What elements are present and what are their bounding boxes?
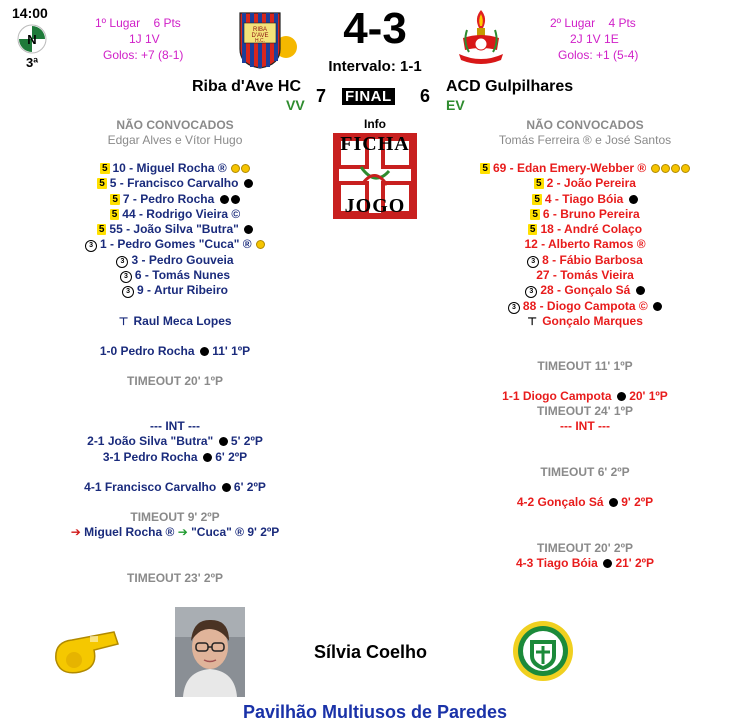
reserve-badge-icon: 3	[527, 256, 539, 268]
home-lineup	[0, 161, 350, 299]
five-badge-icon: 5	[529, 224, 536, 236]
player-row[interactable]	[420, 268, 750, 283]
svg-text:D'AVE: D'AVE	[251, 33, 269, 39]
ball-icon	[219, 437, 228, 446]
home-goal-event	[0, 344, 350, 358]
sub-in-icon: ➔	[177, 525, 188, 539]
home-record: 1J 1V	[129, 32, 160, 46]
player-row[interactable]	[420, 299, 750, 314]
player-row[interactable]	[0, 253, 350, 268]
yellow-ball-icon	[681, 164, 690, 173]
player-name: 3 - Pedro Gouveia	[131, 252, 234, 267]
five-badge-icon: 5	[98, 224, 105, 236]
player-name: 88 - Diogo Campota ©	[522, 298, 648, 313]
home-place: 1º Lugar	[95, 16, 141, 30]
yellow-ball-icon	[651, 164, 660, 173]
player-name: 10 - Miguel Rocha ®	[112, 161, 227, 175]
five-badge-icon: 5	[532, 208, 538, 220]
away-team-name[interactable]: ACD Gulpilhares	[446, 78, 574, 95]
player-row[interactable]	[0, 222, 350, 237]
away-not-called: Tomás Ferreira ® e José Santos	[498, 133, 672, 147]
away-goals: Golos: +1 (5-4)	[558, 48, 639, 62]
away-goal-event	[420, 495, 750, 509]
five-badge-icon: 5	[111, 208, 118, 220]
away-abbr: EV	[446, 97, 465, 113]
player-name: 44 - Rodrigo Vieira ©	[122, 206, 241, 221]
status-badge: FINAL	[342, 88, 395, 105]
ball-icon	[231, 195, 240, 204]
five-badge-icon: 5	[101, 163, 108, 174]
home-team-name[interactable]: Riba d'Ave HC	[192, 78, 302, 95]
player-name: 18 - André Colaço	[540, 222, 643, 237]
ball-icon	[244, 179, 253, 188]
player-row[interactable]	[0, 161, 350, 176]
home-goal-event	[0, 480, 350, 494]
away-coach[interactable]: Gonçalo Marques	[542, 314, 643, 328]
player-row[interactable]	[0, 192, 350, 207]
whistle-icon	[50, 622, 122, 678]
player-row[interactable]	[420, 283, 750, 298]
timeout-event: TIMEOUT 6' 2ºP	[540, 465, 630, 479]
ficha-top: FICHA	[340, 133, 410, 155]
player-row[interactable]	[0, 176, 350, 191]
ball-icon	[629, 195, 638, 204]
player-row[interactable]	[420, 222, 750, 237]
away-lineup	[420, 161, 750, 314]
sub-out-icon: ➔	[70, 525, 81, 539]
away-not-called-title: NÃO CONVOCADOS	[526, 118, 644, 132]
venue-name[interactable]: Pavilhão Multiusos de Paredes	[242, 702, 508, 722]
coach-icon: ⊤	[527, 316, 538, 328]
halftime-score: Intervalo: 1-1	[328, 58, 422, 75]
ball-icon	[222, 483, 231, 492]
timeout-event: TIMEOUT 11' 1ºP	[537, 359, 633, 373]
home-goals: Golos: +7 (8-1)	[103, 48, 184, 62]
player-row[interactable]	[0, 268, 350, 283]
division-label: 3ª	[26, 55, 39, 70]
interval-marker: --- INT ---	[560, 419, 610, 433]
home-goal-event	[0, 434, 350, 448]
player-row[interactable]	[420, 192, 750, 207]
away-goal-event	[420, 389, 750, 403]
goal-text: 4-1 Francisco Carvalho	[84, 480, 217, 494]
referee-name[interactable]: Sílvia Coelho	[314, 642, 428, 662]
player-row[interactable]	[420, 253, 750, 268]
player-row[interactable]	[0, 237, 350, 252]
away-crest-icon	[455, 8, 507, 70]
info-label: Info	[364, 117, 386, 131]
home-coach[interactable]: Raul Meca Lopes	[133, 314, 232, 328]
away-goal-event	[420, 556, 750, 570]
yellow-ball-icon	[671, 164, 680, 173]
away-record: 2J 1V 1E	[570, 32, 619, 46]
goal-time: 6' 2ºP	[233, 480, 266, 494]
reserve-badge-icon: 3	[120, 271, 132, 283]
player-name: 6 - Bruno Pereira	[542, 206, 640, 221]
svg-text:N: N	[27, 32, 37, 47]
goal-time: 5' 2ºP	[230, 434, 263, 448]
home-points: 6 Pts	[153, 16, 181, 30]
ball-icon	[617, 392, 626, 401]
sub-in-player: "Cuca" ® 9' 2ºP	[191, 525, 280, 539]
player-row[interactable]	[420, 237, 750, 252]
away-place: 2º Lugar	[550, 16, 596, 30]
goal-text: 1-1 Diogo Campota	[502, 389, 612, 403]
yellow-ball-icon	[661, 164, 670, 173]
timeout-event: TIMEOUT 20' 2ºP	[537, 541, 633, 555]
goal-text: 3-1 Pedro Rocha	[102, 450, 198, 464]
ball-icon	[200, 347, 209, 356]
goal-time: 20' 1ºP	[629, 389, 668, 403]
reserve-badge-icon: 3	[85, 240, 97, 252]
player-name: 4 - Tiago Bóia	[544, 191, 624, 206]
player-row[interactable]	[0, 207, 350, 222]
goal-time: 6' 2ºP	[215, 450, 248, 464]
five-badge-icon: 5	[534, 193, 540, 205]
away-coach-row	[420, 314, 750, 328]
goal-text: 4-3 Tiago Bóia	[515, 556, 598, 570]
goal-text: 4-2 Gonçalo Sá	[516, 495, 604, 509]
player-name: 6 - Tomás Nunes	[134, 268, 231, 283]
player-name: 1 - Pedro Gomes "Cuca" ®	[100, 237, 252, 252]
player-name: 12 - Alberto Ramos ®	[524, 237, 646, 252]
goal-time: 11' 1ºP	[212, 344, 251, 358]
player-row[interactable]	[420, 207, 750, 222]
goal-time: 9' 2ºP	[621, 495, 654, 509]
home-not-called: Edgar Alves e Vítor Hugo	[107, 133, 243, 147]
ball-icon	[653, 302, 662, 311]
timeout-event: TIMEOUT 20' 1ºP	[127, 374, 223, 388]
association-logo-icon	[512, 620, 574, 682]
final-score: 4-3	[343, 4, 407, 53]
player-name: 5 - Francisco Carvalho	[109, 176, 239, 191]
home-abbr: VV	[286, 97, 305, 113]
away-fouls: 6	[420, 86, 431, 106]
player-name: 2 - João Pereira	[546, 176, 636, 191]
player-name: 28 - Gonçalo Sá	[540, 283, 631, 298]
five-badge-icon: 5	[99, 178, 105, 190]
five-badge-icon: 5	[536, 178, 542, 190]
player-name: 69 - Edan Emery-Webber ®	[492, 161, 647, 175]
ball-icon	[636, 286, 645, 295]
ball-icon	[603, 559, 612, 568]
yellow-ball-icon	[231, 164, 240, 173]
referee-photo	[175, 607, 245, 697]
goal-text: 2-1 João Silva "Butra"	[87, 434, 214, 448]
five-badge-icon: 5	[482, 163, 488, 174]
home-coach-row	[0, 314, 350, 328]
reserve-badge-icon: 3	[508, 302, 520, 314]
home-fouls: 7	[316, 86, 327, 106]
away-standings	[550, 15, 680, 63]
player-name: 27 - Tomás Vieira	[536, 268, 634, 283]
reserve-badge-icon: 3	[116, 256, 128, 268]
coach-icon: ⊤	[118, 316, 129, 328]
home-not-called-title: NÃO CONVOCADOS	[116, 118, 234, 132]
ficha-bottom: JOGO	[344, 195, 406, 217]
home-standings	[95, 15, 215, 63]
player-name: 9 - Artur Ribeiro	[137, 283, 228, 298]
timeout-event: TIMEOUT 24' 1ºP	[537, 404, 633, 418]
away-points: 4 Pts	[608, 16, 636, 30]
goal-text: 1-0 Pedro Rocha	[99, 344, 195, 358]
home-goal-event	[0, 450, 350, 464]
svg-text:H.C.: H.C.	[255, 38, 265, 44]
sub-out-player: Miguel Rocha ®	[84, 525, 175, 539]
player-row[interactable]	[0, 283, 350, 298]
yellow-ball-icon	[241, 164, 250, 173]
ball-icon	[244, 225, 253, 234]
league-logo	[17, 24, 47, 54]
timeout-event: TIMEOUT 9' 2ºP	[130, 510, 220, 524]
player-name: 55 - João Silva "Butra"	[109, 222, 239, 237]
player-name: 7 - Pedro Rocha	[122, 191, 215, 206]
timeout-event: TIMEOUT 23' 2ºP	[127, 571, 223, 585]
player-row[interactable]	[420, 161, 750, 176]
match-time: 14:00	[12, 5, 48, 21]
ball-icon	[609, 498, 618, 507]
five-badge-icon: 5	[112, 193, 118, 205]
yellow-ball-icon	[256, 240, 265, 249]
substitution-event	[0, 525, 350, 539]
home-crest-icon	[230, 5, 298, 70]
player-row[interactable]	[420, 176, 750, 191]
svg-text:RIBA: RIBA	[252, 27, 268, 33]
goal-time: 21' 2ºP	[615, 556, 655, 570]
interval-marker: --- INT ---	[150, 419, 200, 433]
ball-icon	[203, 453, 212, 462]
reserve-badge-icon: 3	[525, 286, 537, 298]
player-name: 8 - Fábio Barbosa	[542, 252, 643, 267]
reserve-badge-icon: 3	[122, 286, 134, 298]
ball-icon	[220, 195, 229, 204]
